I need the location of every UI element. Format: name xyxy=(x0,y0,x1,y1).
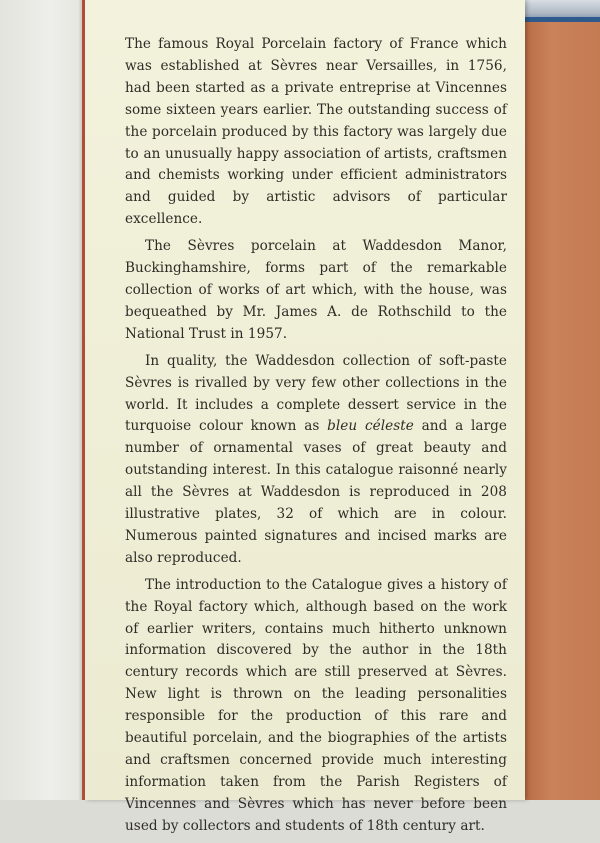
blurb-paragraph-1 xyxy=(125,34,507,231)
blurb-paragraph-4 xyxy=(125,575,507,838)
paragraph-text: The Sèvres porcelain at Waddesdon Manor, Buckinghamshire, forms part of the remarkable collection of works of art which, with the house, was bequeathed by Mr. James A. de Rothschild to the National Trust in 1957. xyxy=(125,238,507,342)
jacket-blurb-text xyxy=(125,34,507,843)
blurb-paragraph-2 xyxy=(125,236,507,346)
italic-phrase: bleu céleste xyxy=(327,418,414,435)
paragraph-text: In quality, the Waddesdon collection of soft-paste Sèvres is rivalled by very few other collections in the world. It includes a complete dessert service in the turquoise colour known as xyxy=(125,352,507,435)
desk-surface-left xyxy=(0,0,84,800)
blurb-paragraph-3 xyxy=(125,351,507,570)
paragraph-text: The famous Royal Porcelain factory of France which was established at Sèvres near Versailles, in 1756, had been started as a private entreprise at Vincennes some sixteen years earlier. The outstanding success of the porcelain produced by this factory was largely due to an unusually happy association of artists, craftsmen and chemists working under efficient administrators and guided by artistic advisors of particular excellence. xyxy=(125,36,507,228)
dust-jacket-flap xyxy=(85,0,525,834)
paragraph-text: and a large number of ornamental vases of great beauty and outstanding interest. In this catalogue raisonné nearly all the Sèvres at Waddesdon is reproduced in 208 illustrative plates, 32 of which are in colour. Numerous painted signatures and incised marks are also reproduced. xyxy=(125,418,507,566)
book-cover-board xyxy=(524,0,600,800)
paragraph-text: The introduction to the Catalogue gives a history of the Royal factory which, although based on the work of earlier writers, contains much hitherto unknown information discovered by the author in the 18th century records which are still preserved at Sèvres. New light is thrown on the leading personalities responsible for the production of this rare and beautiful porcelain, and the biographies of the artists and craftsmen concerned provide much interesting information taken from the Parish Registers of Vincennes and Sèvres which has never before been used by collectors and students of 18th century art. xyxy=(125,576,507,834)
